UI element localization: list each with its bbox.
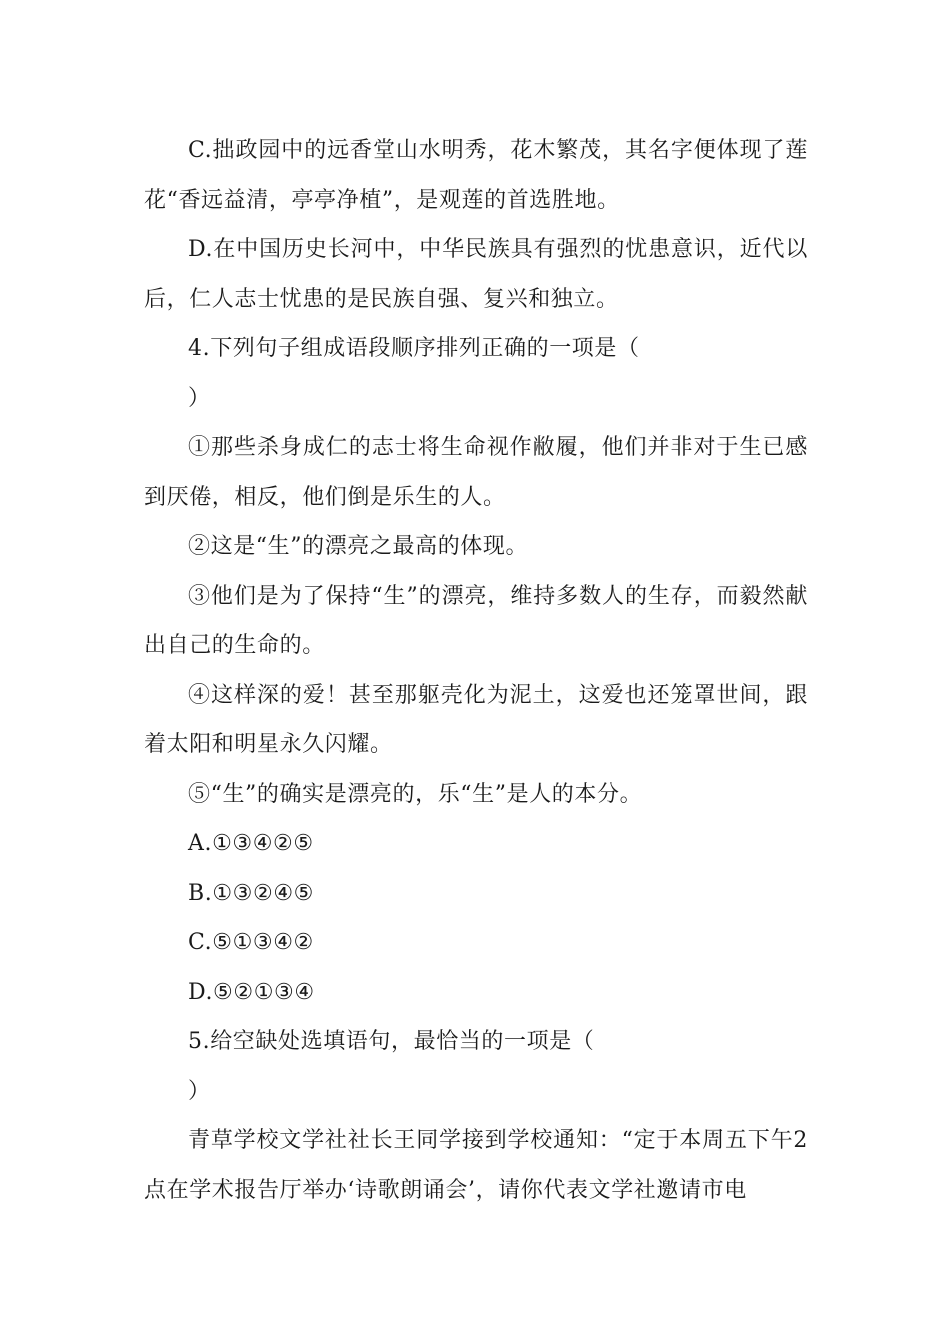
sentence-1: ①那些杀身成仁的志士将生命视作敝履，他们并非对于生已感到厌倦，相反，他们倒是乐生的人。 bbox=[144, 435, 808, 510]
question-5-context: 青草学校文学社社长王同学接到学校通知：“定于本周五下午2点在学术报告厅举办‘诗歌朗诵会’，请你代表文学社邀请市电 bbox=[144, 1128, 808, 1203]
question-4-stem: 4.下列句子组成语段顺序排列正确的一项是（ bbox=[188, 336, 640, 361]
question-4-paren-close: ） bbox=[188, 385, 211, 411]
option-c-paragraph: C.拙政园中的远香堂山水明秀，花木繁茂，其名字便体现了莲花“香远益清，亭亭净植”，是观莲的首选胜地。 bbox=[144, 138, 808, 213]
sentence-4: ④这样深的爱！甚至那躯壳化为泥土，这爱也还笼罩世间，跟着太阳和明星永久闪耀。 bbox=[144, 682, 808, 757]
option-d-paragraph: D.在中国历史长河中，中华民族具有强烈的忧患意识，近代以后，仁人志士忧患的是民族自强、复兴和独立。 bbox=[144, 237, 808, 312]
sentence-2: ②这是“生”的漂亮之最高的体现。 bbox=[188, 534, 529, 559]
sentence-3: ③他们是为了保持“生”的漂亮，维持多数人的生存，而毅然献出自己的生命的。 bbox=[144, 583, 808, 658]
sentence-5: ⑤“生”的确实是漂亮的，乐“生”是人的本分。 bbox=[188, 781, 643, 807]
document-page bbox=[144, 126, 808, 1215]
q4-option-d: D.⑤②①③④ bbox=[188, 979, 315, 1005]
q4-option-c: C.⑤①③④② bbox=[188, 930, 314, 955]
q4-option-b: B.①③②④⑤ bbox=[188, 880, 314, 906]
question-5-paren-close: ） bbox=[188, 1078, 211, 1104]
q4-option-a: A.①③④②⑤ bbox=[188, 831, 314, 856]
question-5-stem: 5.给空缺处选填语句，最恰当的一项是（ bbox=[188, 1029, 595, 1054]
